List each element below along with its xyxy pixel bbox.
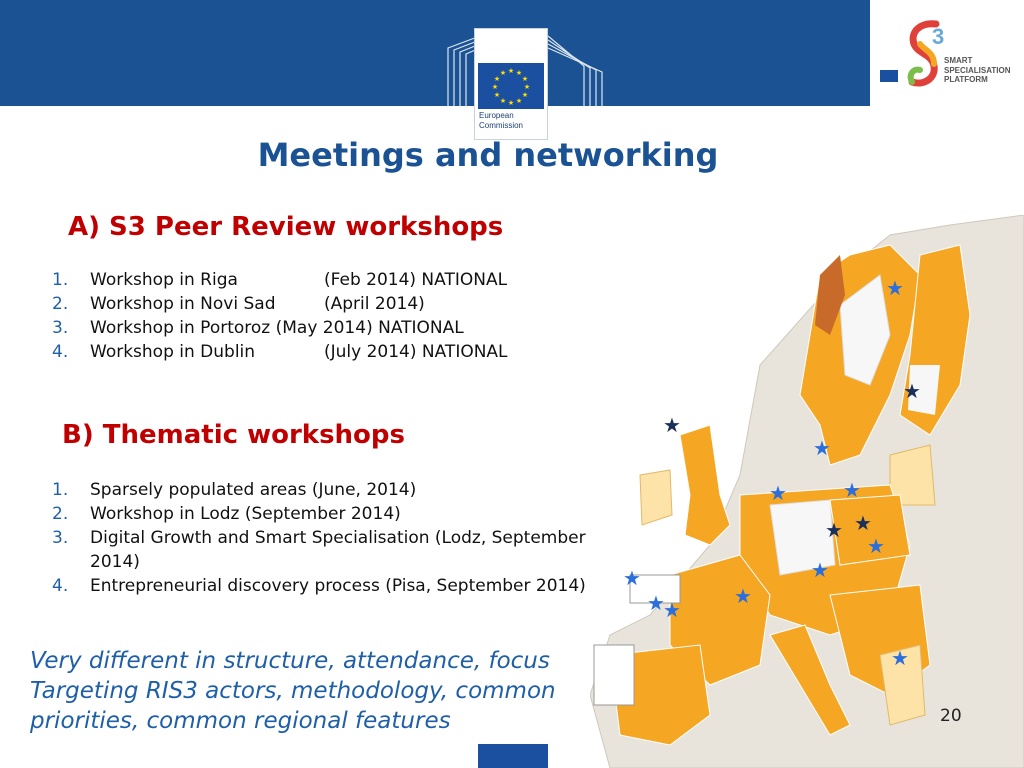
list-item [52,316,592,340]
list-item [52,574,612,598]
item-text: Entrepreneurial discovery process (Pisa, September 2014) [90,576,586,596]
item-detail: (Feb 2014) NATIONAL [324,270,508,290]
note-line-3: priorities, common regional features [30,708,451,734]
section-b-list [52,478,612,598]
svg-text:★: ★ [515,97,523,105]
star-marker: ★ [734,584,752,608]
list-number: 2. [52,294,69,314]
ec-logo-text-line2: Commission [479,121,524,130]
star-marker: ★ [867,534,885,558]
section-a-heading: A) S3 Peer Review workshops [68,212,504,242]
eu-flag-icon [478,63,544,109]
star-marker: ★ [663,413,681,437]
list-number: 3. [52,528,69,548]
star-marker: ★ [843,478,861,502]
svg-text:★: ★ [523,83,531,91]
item-text: Sparsely populated areas (June, 2014) [90,480,417,500]
s3-logo-line2: SPECIALISATION [944,65,1011,75]
item-text: Workshop in Lodz (September 2014) [90,504,401,524]
s3-logo-line3: PLATFORM [944,75,988,84]
star-marker: ★ [854,511,872,535]
list-item [52,340,592,364]
star-marker: ★ [825,518,843,542]
star-marker: ★ [886,276,904,300]
star-marker: ★ [623,566,641,590]
svg-text:★: ★ [507,99,515,107]
star-marker: ★ [891,646,909,670]
list-number: 4. [52,342,69,362]
ec-logo-text-line1: European [479,111,514,120]
summary-note [30,646,556,736]
ireland-region [640,470,672,525]
ec-logo-text [479,111,545,131]
note-line-1: Very different in structure, attendance, focus [30,648,550,674]
european-commission-logo [474,28,548,140]
star-marker: ★ [647,591,665,615]
item-detail: (July 2014) NATIONAL [324,342,508,362]
item-name: Workshop in Portoroz (May 2014) NATIONAL [90,318,464,338]
list-item [52,502,612,526]
svg-text:★: ★ [521,91,529,99]
list-number: 2. [52,504,69,524]
star-marker: ★ [903,379,921,403]
item-detail: (April 2014) [324,294,425,314]
svg-text:★: ★ [507,67,515,75]
star-marker: ★ [663,598,681,622]
star-marker: ★ [769,481,787,505]
list-number: 1. [52,270,69,290]
svg-text:★: ★ [491,83,499,91]
footer-flag-icon [478,744,548,768]
eu-small-flag-icon [880,70,898,82]
svg-text:★: ★ [493,91,501,99]
section-a-list [52,268,592,364]
islands-inset-2 [594,645,634,705]
svg-text:★: ★ [499,97,507,105]
item-name: Workshop in Novi Sad [90,294,276,314]
note-line-2: Targeting RIS3 actors, methodology, common [30,678,556,704]
page-number: 20 [940,706,962,726]
list-number: 4. [52,576,69,596]
list-item [52,478,612,502]
item-name: Workshop in Dublin [90,342,256,362]
list-number: 3. [52,318,69,338]
item-name: Workshop in Riga [90,270,238,290]
page-title: Meetings and networking [257,136,719,174]
list-item [52,526,612,574]
s3-logo-text [944,56,1011,85]
s3-logo-digit: 3 [932,24,945,49]
svg-text:★: ★ [499,69,507,77]
list-item [52,292,592,316]
svg-text:★: ★ [521,75,529,83]
europe-regions-map [590,215,1024,768]
svg-text:★: ★ [493,75,501,83]
star-marker: ★ [813,436,831,460]
list-number: 1. [52,480,69,500]
header-bar [0,0,870,106]
s3-logo-line1: SMART [944,56,973,65]
list-item [52,268,592,292]
section-b-heading: B) Thematic workshops [62,420,406,450]
svg-text:★: ★ [515,69,523,77]
star-marker: ★ [811,558,829,582]
item-text: Digital Growth and Smart Specialisation (Lodz, September 2014) [90,528,586,572]
